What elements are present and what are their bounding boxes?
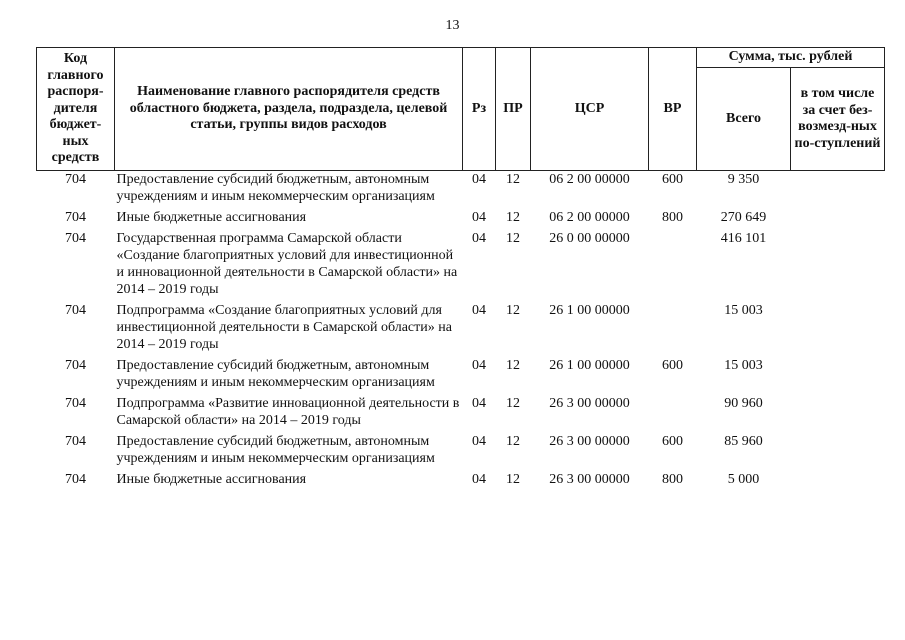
cell-total: 270 649: [720, 210, 767, 225]
cell-name: Предоставление субсидий бюджетным, автономным учреждениям и иным некоммерческим организациям: [116, 358, 435, 390]
cell-pr: 12: [506, 303, 520, 318]
table-row: [37, 230, 885, 302]
cell-vr: [649, 395, 697, 433]
table-row: [37, 395, 885, 433]
cell-code: 704: [65, 303, 86, 318]
table-row: [37, 357, 885, 395]
cell-code: 704: [65, 210, 86, 225]
cell-rz: 04: [472, 303, 486, 318]
cell-gratuitous: [791, 357, 885, 395]
cell-code: 704: [65, 172, 86, 187]
cell-code: 704: [65, 231, 86, 246]
cell-pr: 12: [506, 172, 520, 187]
table-row: [37, 302, 885, 357]
header-sum-group: Сумма, тыс. рублей: [697, 48, 885, 68]
header-pr: ПР: [496, 48, 531, 171]
page-number: 13: [445, 18, 460, 33]
cell-pr: 12: [506, 434, 520, 449]
table-header: [37, 48, 885, 171]
cell-total: 85 960: [724, 434, 763, 449]
cell-vr: 800: [662, 472, 683, 487]
header-vr: ВР: [649, 48, 697, 171]
cell-pr: 12: [506, 358, 520, 373]
budget-table: [36, 47, 885, 492]
cell-gratuitous: [791, 230, 885, 302]
header-total: Всего: [697, 68, 791, 171]
cell-vr: 600: [662, 358, 683, 373]
table-row: [37, 171, 885, 210]
cell-rz: 04: [472, 210, 486, 225]
cell-csr: 06 2 00 00000: [549, 210, 630, 225]
cell-gratuitous: [791, 433, 885, 471]
cell-pr: 12: [506, 210, 520, 225]
cell-total: 15 003: [724, 358, 763, 373]
table-body: [37, 171, 885, 493]
cell-vr: [649, 302, 697, 357]
table-row: [37, 433, 885, 471]
cell-rz: 04: [472, 172, 486, 187]
header-code: Код главного распоря-дителя бюджет-ных средств: [37, 48, 115, 171]
cell-name: Подпрограмма «Развитие инновационной деятельности в Самарской области» на 2014 – 2019 годы: [116, 396, 460, 428]
cell-total: 90 960: [724, 396, 763, 411]
cell-total: 416 101: [720, 231, 767, 246]
cell-rz: 04: [472, 231, 486, 246]
cell-name: Государственная программа Самарской области «Создание благоприятных условий для инвестиционной и инновационной деятельности в Самарской области» на 2014 – 2019 годы: [116, 231, 458, 297]
cell-csr: 26 3 00 00000: [549, 472, 630, 487]
cell-pr: 12: [506, 472, 520, 487]
cell-rz: 04: [472, 396, 486, 411]
cell-total: 9 350: [727, 172, 760, 187]
cell-vr: [649, 230, 697, 302]
cell-total: 15 003: [724, 303, 763, 318]
cell-code: 704: [65, 396, 86, 411]
table-row: [37, 209, 885, 230]
cell-name: Предоставление субсидий бюджетным, автономным учреждениям и иным некоммерческим организациям: [116, 172, 435, 204]
cell-pr: 12: [506, 396, 520, 411]
cell-rz: 04: [472, 434, 486, 449]
cell-gratuitous: [791, 209, 885, 230]
cell-rz: 04: [472, 358, 486, 373]
cell-name: Подпрограмма «Создание благоприятных условий для инвестиционной деятельности в Самарской области» на 2014 – 2019 годы: [116, 303, 452, 352]
cell-gratuitous: [791, 471, 885, 492]
cell-csr: 06 2 00 00000: [549, 172, 630, 187]
header-name: Наименование главного распорядителя средств областного бюджета, раздела, подраздела, целевой статьи, группы видов расходов: [115, 48, 463, 171]
cell-code: 704: [65, 434, 86, 449]
cell-rz: 04: [472, 472, 486, 487]
cell-csr: 26 3 00 00000: [549, 396, 630, 411]
cell-csr: 26 3 00 00000: [549, 434, 630, 449]
cell-pr: 12: [506, 231, 520, 246]
cell-vr: 600: [662, 172, 683, 187]
cell-vr: 800: [662, 210, 683, 225]
header-csr: ЦСР: [531, 48, 649, 171]
cell-csr: 26 1 00 00000: [549, 303, 630, 318]
cell-gratuitous: [791, 171, 885, 210]
cell-csr: 26 0 00 00000: [549, 231, 630, 246]
cell-code: 704: [65, 472, 86, 487]
table-row: [37, 471, 885, 492]
header-rz: Рз: [463, 48, 496, 171]
cell-name: Предоставление субсидий бюджетным, автономным учреждениям и иным некоммерческим организациям: [116, 434, 435, 466]
cell-vr: 600: [662, 434, 683, 449]
cell-name: Иные бюджетные ассигнования: [116, 210, 307, 225]
cell-total: 5 000: [727, 472, 760, 487]
header-gratuitous: в том числе за счет без-возмезд-ных по-ступлений: [791, 68, 885, 171]
cell-gratuitous: [791, 395, 885, 433]
cell-code: 704: [65, 358, 86, 373]
cell-name: Иные бюджетные ассигнования: [116, 472, 307, 487]
cell-csr: 26 1 00 00000: [549, 358, 630, 373]
cell-gratuitous: [791, 302, 885, 357]
